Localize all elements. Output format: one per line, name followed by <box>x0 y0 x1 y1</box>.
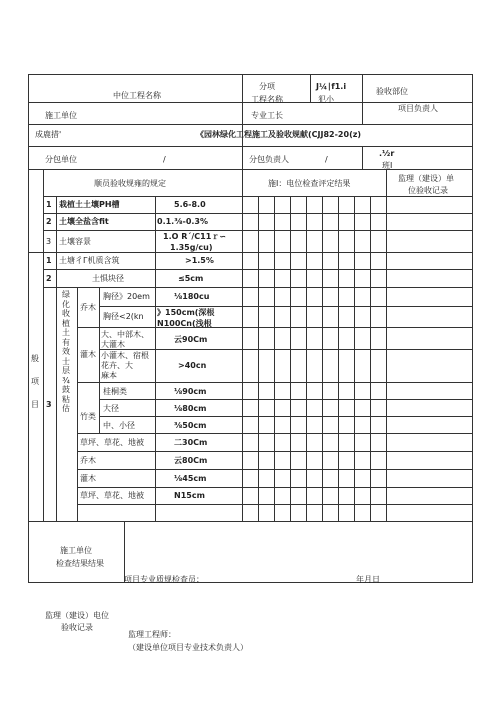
construction-result-label: 检查结果结果 <box>56 559 104 568</box>
item-value: 0.1.⅜-0.3% <box>157 217 208 226</box>
subcontract-manager-label: 分包负责人 <box>249 155 289 164</box>
row-value: 二30Cm <box>174 438 208 447</box>
table-rule <box>242 169 243 521</box>
row-name: 大、中部木、 <box>101 330 149 339</box>
soil-layer-group-label: 绿化收植土有效士层¾鼓粘估 <box>62 290 70 413</box>
row-name: 灌木 <box>80 474 96 483</box>
row-value: ⅜50cm <box>174 421 207 430</box>
row-value: >40cn <box>178 361 207 370</box>
table-rule <box>77 382 473 383</box>
table-rule <box>290 196 291 521</box>
item-number: 1 <box>46 200 52 209</box>
table-rule <box>338 196 339 521</box>
table-rule <box>362 74 363 124</box>
owner-tech-lead-label: （建设单位项目专业技术负责人） <box>128 643 248 652</box>
row-value: ⅛80cm <box>174 404 207 413</box>
table-rule <box>77 433 473 434</box>
item-value: ≤5cm <box>178 274 204 283</box>
item-name: 栽植土土壤PH槽 <box>59 200 120 209</box>
item-number: 3 <box>46 400 52 409</box>
table-rule <box>77 327 473 328</box>
shrub-label: 灌木 <box>80 350 96 359</box>
sub-item-project-label: 分项 <box>259 82 275 91</box>
bamboo-label: 竹类 <box>80 412 96 421</box>
row-name: 大灌木 <box>101 340 125 349</box>
row-name: 麻本 <box>101 371 117 380</box>
row-value: N15cm <box>174 491 205 500</box>
table-rule <box>242 146 243 169</box>
table-rule <box>77 451 473 452</box>
row-name: 中、小径 <box>103 421 135 430</box>
sub-item-project-value: J¼∣f1.i <box>316 82 347 91</box>
table-rule <box>386 169 387 521</box>
sub-item-project-label: 工程名称 <box>251 95 283 104</box>
table-rule <box>77 487 473 488</box>
unit-project-name-label: 中位工程名称 <box>113 91 161 100</box>
supervision-engineer-label: 监理工程师： <box>128 630 176 639</box>
row-name: 草坪、草花、地被 <box>80 438 144 447</box>
row-value: 》150cm(深根 <box>157 308 215 317</box>
table-rule <box>77 469 473 470</box>
row-name: 胸径》20em <box>103 292 150 301</box>
project-manager-label: 项目负责人 <box>398 104 438 113</box>
table-rule <box>28 252 473 253</box>
table-rule <box>306 196 307 521</box>
table-rule <box>28 521 473 522</box>
item-value: 1.O Rˊ/C11ｒ∽ <box>163 232 226 241</box>
table-rule <box>362 146 363 169</box>
item-number: 3 <box>46 237 52 246</box>
table-rule <box>310 74 311 102</box>
item-name: 土壤全盐含fit <box>59 217 109 226</box>
date-label: 年月日 <box>356 575 380 584</box>
row-name: 大径 <box>103 404 119 413</box>
sub-item-project-value: 犯小 <box>318 95 334 104</box>
team-leader-label: 班I <box>382 161 393 170</box>
item-value: >1.5% <box>185 256 214 265</box>
item-number: 1 <box>46 256 52 265</box>
table-rule <box>274 196 275 521</box>
supervision-column-header: 监理（建设）单 <box>398 174 454 183</box>
row-value: N100Cn(浅根 <box>157 319 212 328</box>
table-rule <box>124 521 125 583</box>
table-rule <box>28 169 473 170</box>
table-rule <box>77 287 78 521</box>
item-name: 土惧块径 <box>92 274 124 283</box>
subcontract-manager-value: / <box>325 155 328 164</box>
row-value: 云80Cm <box>174 456 208 465</box>
general-items-label: 项 <box>31 377 39 386</box>
row-name: 乔木 <box>80 456 96 465</box>
standard-label: 成鹿措' <box>35 130 62 139</box>
table-rule <box>28 146 473 147</box>
construction-result-label: 施工单位 <box>60 546 92 555</box>
item-value: 1.35g/cu) <box>170 243 213 252</box>
row-name: 小灌木、宿根 <box>101 351 149 360</box>
row-name: 花卉、大 <box>101 361 133 370</box>
item-number: 2 <box>46 274 52 283</box>
table-rule <box>56 196 57 521</box>
spec-column-header: 顺员验收规雍的规定 <box>94 179 166 188</box>
table-rule <box>77 504 473 505</box>
row-value: ⅛90cm <box>174 387 207 396</box>
item-value: 5.6-8.0 <box>174 200 206 209</box>
check-column-header: 施I：电位检查评定结果 <box>268 179 351 188</box>
table-rule <box>43 169 44 521</box>
table-rule <box>370 196 371 521</box>
item-name: 土壤容景 <box>59 237 91 246</box>
professional-foreman-label: 专业工长 <box>251 111 283 120</box>
supervision-column-header: 位验收记录 <box>408 186 448 195</box>
row-name: 桂桐类 <box>103 387 127 396</box>
row-value: 云90Cm <box>174 335 208 344</box>
subcontract-unit-label: 分包单位 <box>45 155 77 164</box>
quality-inspector-label: 项目专业质规检查员： <box>124 575 204 584</box>
row-name: 胸径<2(kn <box>103 312 144 321</box>
item-number: 2 <box>46 217 52 226</box>
tree-label: 乔木 <box>80 303 96 312</box>
table-rule <box>322 196 323 521</box>
acceptance-part-label: 验收部位 <box>376 87 408 96</box>
table-rule <box>258 196 259 521</box>
inspection-table <box>28 74 473 583</box>
row-value: ⅛45cm <box>174 474 207 483</box>
supervision-record-label: 监理（建设）电位 <box>45 611 109 620</box>
table-rule <box>99 287 100 433</box>
supervision-record-label: 验收记录 <box>61 623 93 632</box>
table-rule <box>155 196 156 521</box>
table-rule <box>354 196 355 521</box>
row-name: 草坪、草花、地被 <box>80 491 144 500</box>
team-leader-label: .½r <box>379 149 395 158</box>
subcontract-unit-value: / <box>163 155 166 164</box>
construction-unit-label: 施工单位 <box>45 111 77 120</box>
table-rule <box>28 124 473 125</box>
item-name: 土塘彳Γ机质含筑 <box>59 256 120 265</box>
general-items-label: 目 <box>31 400 39 409</box>
general-items-label: 般 <box>31 354 39 363</box>
standard-value: 《园林绿化工程施工及验收规献(CJJ82-20(z) <box>196 130 362 139</box>
row-value: ⅛180cu <box>174 292 210 301</box>
